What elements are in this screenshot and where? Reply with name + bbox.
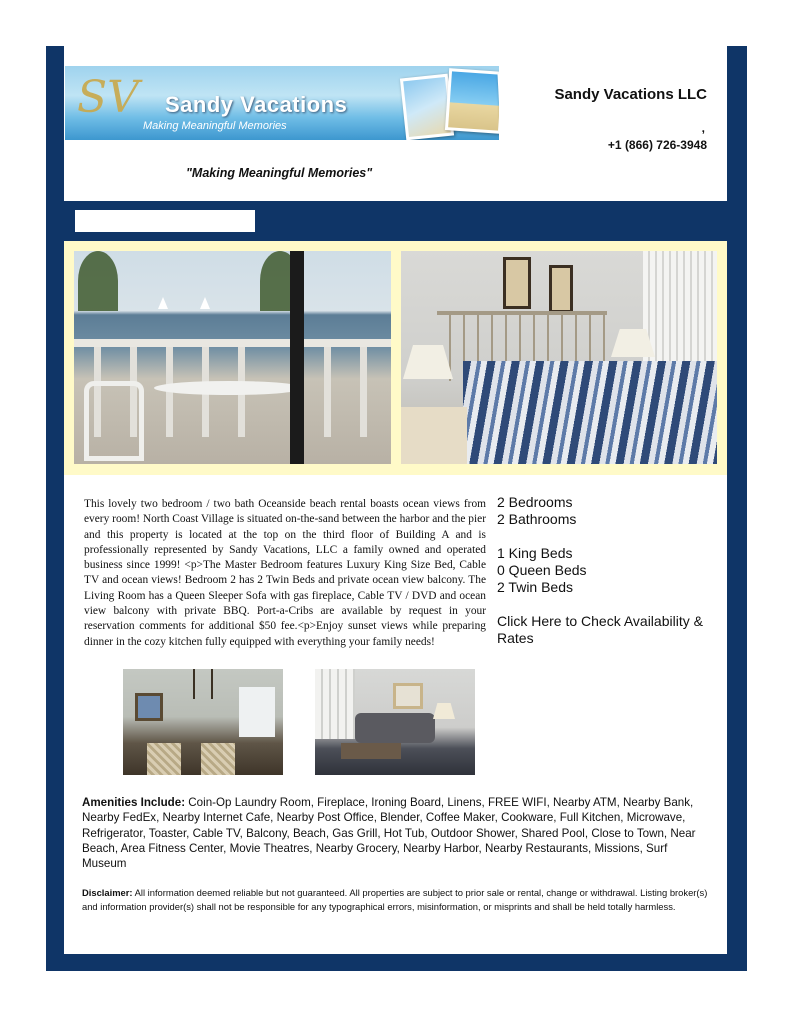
window [239,687,275,737]
queen-beds-count: 0 Queen Beds [497,562,587,578]
chandelier [193,669,213,699]
company-phone: +1 (866) 726-3948 [607,138,707,152]
wall-art [135,693,163,721]
property-facts [497,494,717,647]
photo-living-room [315,669,475,775]
rail-post [324,347,331,437]
logo-monogram: SV [77,72,139,123]
amenities [82,795,712,871]
rail-post [360,347,367,437]
window-blinds [315,669,355,739]
title-band [64,201,727,241]
company-logo [65,66,499,140]
logo-tagline: Making Meaningful Memories [143,120,287,132]
window-blinds [643,251,717,371]
balcony-rail [74,339,391,347]
title-box [75,210,255,232]
photo-dining-room [123,669,283,775]
disclaimer-label: Disclaimer: [82,887,133,898]
bedrooms-count: 2 Bedrooms [497,494,573,510]
coffee-table [341,743,401,759]
wicker-chair [147,743,181,775]
patio-chair [84,381,144,461]
patio-table [154,381,304,395]
spacer [497,528,717,545]
disclaimer [82,886,712,914]
sofa [355,713,435,743]
twin-beds-count: 2 Twin Beds [497,579,574,595]
logo-photo-beach-umbrella [445,68,499,134]
striped-bedspread [463,361,717,464]
sailboat-shape [200,297,210,309]
photo-balcony-ocean-view [74,251,391,464]
property-description: This lovely two bedroom / two bath Oceanside beach rental boasts ocean views from every room! North Coast Village is situated on-the-sand between the harbor and the pier and this property is located at the top on the third floor of Building A and is professionally represented by Sandy Vacations, LLC a family owned and operated business since 1999! <p>The Master Bedroom features Luxury King Size Bed, Cable TV and ocean views! Bedroom 2 has 2 Twin Beds and private ocean view balcony. The Living Room has a Queen Sleeper Sofa with gas fireplace, Cable TV / DVD and ocean view balcony with private BBQ. Port-a-Cribs are available by request in your reservation comments for additional $50 fee.<p>Enjoy sunset views while preparing dinner in the cozy kitchen fully equipped with everything your family needs! [84,498,486,648]
amenities-list: Coin-Op Laundry Room, Fireplace, Ironing Board, Linens, FREE WIFI, Nearby ATM, Nearby Bank, Nearby FedEx, Nearby Internet Cafe, Nearby Post Office, Blender, Coffee Maker, Cookware, Full Kitchen, Microwave, Refrigerator, Toaster, Cable TV, Balcony, Beach, Gas Grill, Hot Tub, Outdoor Shower, Shared Pool, Close to Town, Near Beach, Area Fitness Center, Movie Theatres, Nearby Grocery, Nearby Harbor, Nearby Restaurants, Missions, Surf Museum [82,796,696,871]
wall-art [503,257,531,309]
disclaimer-text: All information deemed reliable but not guaranteed. All properties are subject to prior sale or rental, change or withdrawal. Listing broker(s) and information provider(s) shall not be responsible for any typographical errors, misinformation, or misprints and shall be held totally harmless. [82,887,708,912]
check-availability-link[interactable]: Click Here to Check Availability & Rates [497,613,703,646]
amenities-label: Amenities Include: [82,796,186,809]
lamp-shade [433,703,455,719]
wall-art [393,683,423,709]
nightstand [401,407,467,464]
logo-brand: Sandy Vacations [165,92,348,117]
door-frame [290,251,304,464]
wall-art [549,265,573,313]
company-address: , [701,121,705,135]
bathrooms-count: 2 Bathrooms [497,511,577,527]
king-beds-count: 1 King Beds [497,545,573,561]
company-name: Sandy Vacations LLC [554,86,707,103]
wicker-chair [201,743,235,775]
slogan: "Making Meaningful Memories" [186,166,373,180]
sailboat-shape [158,297,168,309]
photo-master-bedroom [401,251,717,464]
palm-tree-shape [78,251,118,311]
